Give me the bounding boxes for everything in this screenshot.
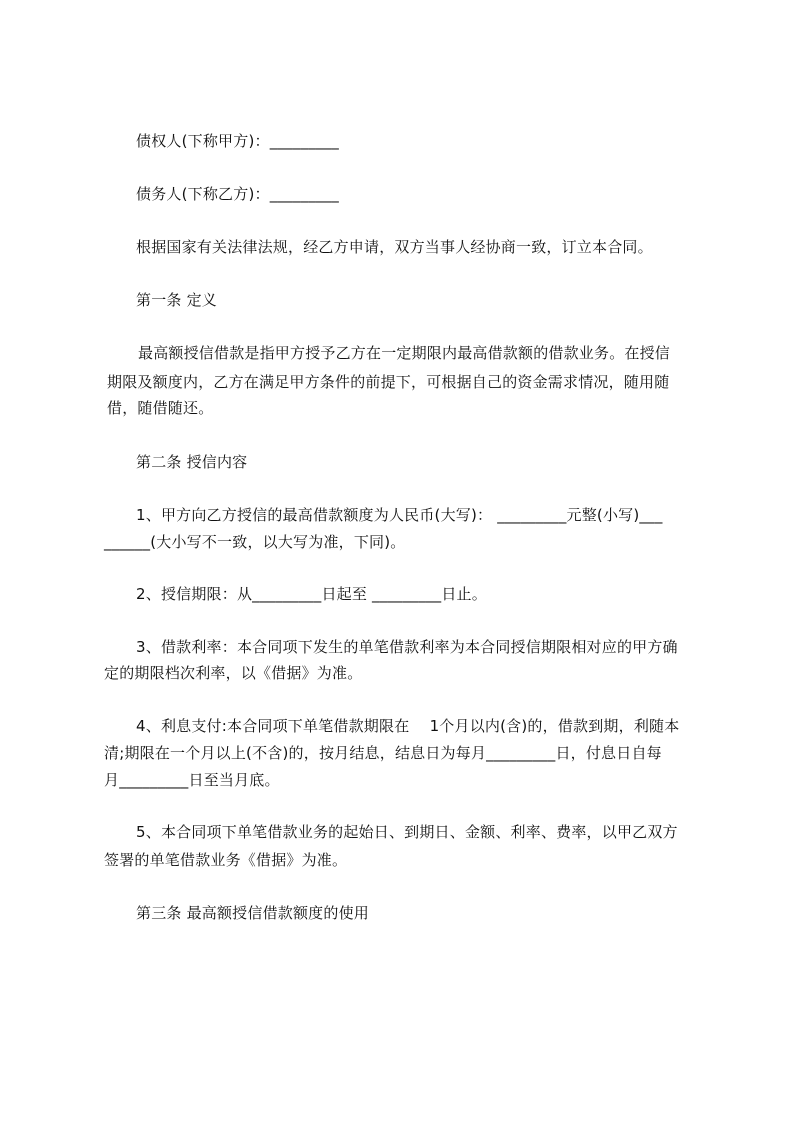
debtor-line: 债务人(下称乙方)：_________	[136, 185, 340, 203]
article-1-text-line-3: 借，随借随还。	[107, 399, 214, 417]
clause-2-4-line-2: 清;期限在一个月以上(不含)的，按月结息，结息日为每月_________日，付息日自每	[104, 744, 662, 762]
article-1-heading: 第一条 定义	[136, 291, 217, 309]
clause-2-4-line-3: 月_________日至当月底。	[104, 771, 280, 789]
clause-2-3-line-1: 3、借款利率：本合同项下发生的单笔借款利率为本合同授信期限相对应的甲方确	[136, 638, 678, 656]
article-3-heading: 第三条 最高额授信借款额度的使用	[136, 904, 369, 922]
clause-2-5-line-1: 5、本合同项下单笔借款业务的起始日、到期日、金额、利率、费率，以甲乙双方	[136, 823, 678, 841]
clause-2-5-line-2: 签署的单笔借款业务《借据》为准。	[104, 851, 348, 869]
creditor-line: 债权人(下称甲方)：_________	[136, 132, 340, 150]
article-2-heading: 第二条 授信内容	[136, 453, 248, 471]
clause-2-1-line-2: ______(大小写不一致，以大写为准，下同)。	[104, 533, 406, 551]
article-1-text-line-2: 期限及额度内，乙方在满足甲方条件的前提下，可根据自己的资金需求情况，随用随	[107, 373, 670, 391]
clause-2-1-line-1: 1、甲方向乙方授信的最高借款额度为人民币(大写)： _________元整(小写)___	[136, 506, 663, 524]
clause-2-2: 2、授信期限：从_________日起至 _________日止。	[136, 585, 487, 603]
clause-2-4-line-1: 4、利息支付:本合同项下单笔借款期限在 1个月以内(含)的，借款到期，利随本	[136, 717, 680, 735]
article-1-text-line-1: 最高额授信借款是指甲方授予乙方在一定期限内最高借款额的借款业务。在授信	[138, 344, 671, 362]
clause-2-3-line-2: 定的期限档次利率，以《借据》为准。	[104, 664, 363, 682]
preamble-line: 根据国家有关法律法规，经乙方申请，双方当事人经协商一致，订立本合同。	[136, 238, 653, 256]
